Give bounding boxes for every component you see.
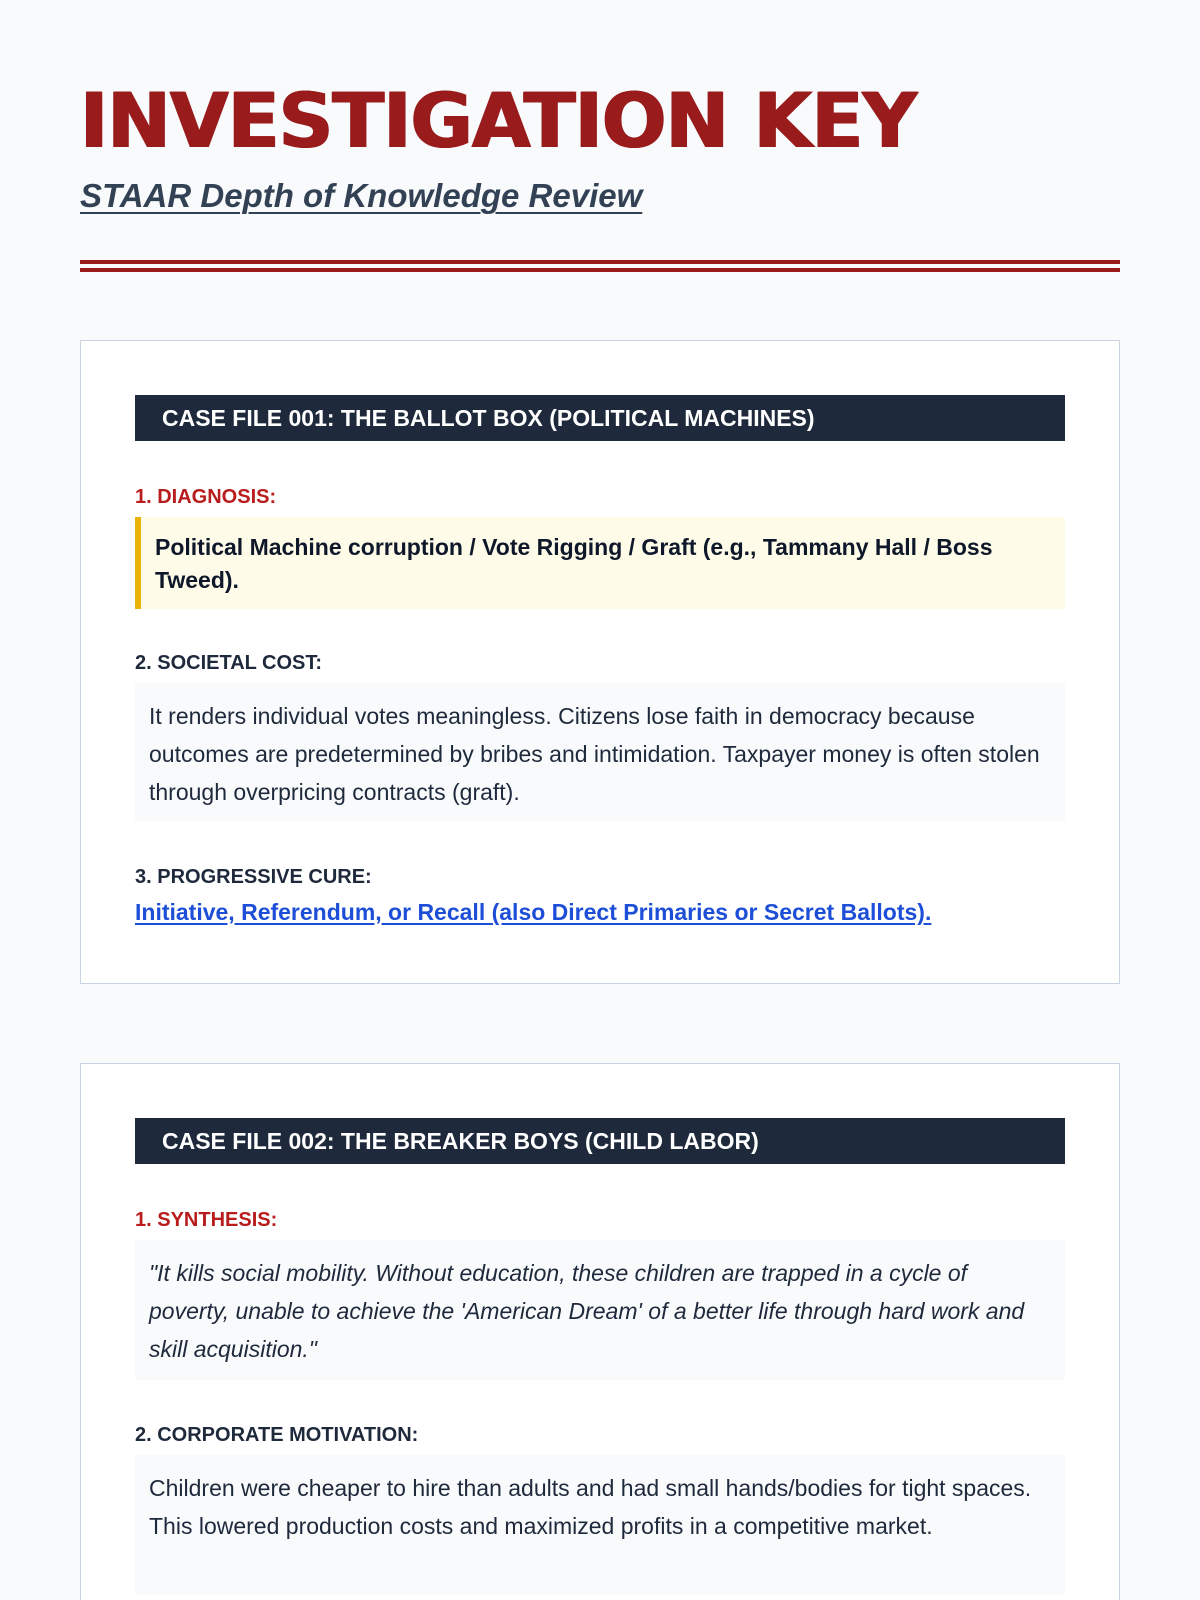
- title-divider-top: [80, 260, 1120, 264]
- societal-cost-label: 2. SOCIETAL COST:: [135, 652, 323, 674]
- corporate-motivation-answer: Children were cheaper to hire than adults and had small hands/bodies for tight spaces. This lowered production costs and maximized profits in a competitive market.: [135, 1455, 1065, 1595]
- case-file-002: [80, 1063, 1120, 1600]
- corporate-motivation-label: 2. CORPORATE MOTIVATION:: [135, 1424, 419, 1446]
- progressive-cure-link[interactable]: Initiative, Referendum, or Recall (also Direct Primaries or Secret Ballots).: [135, 899, 932, 925]
- page-subtitle: STAAR Depth of Knowledge Review: [80, 177, 643, 214]
- synthesis-label: 1. SYNTHESIS:: [135, 1209, 278, 1231]
- synthesis-answer: "It kills social mobility. Without education, these children are trapped in a cycle of poverty, unable to achieve the 'American Dream' of a better life through hard work and skill acquisition.": [135, 1240, 1065, 1380]
- societal-cost-answer: It renders individual votes meaningless. Citizens lose faith in democracy because outcomes are predetermined by bribes and intimidation. Taxpayer money is often stolen through overpricing contracts (graft).: [135, 683, 1065, 821]
- case-file-002-title: CASE FILE 002: THE BREAKER BOYS (CHILD LABOR): [135, 1118, 1065, 1164]
- title-divider-bottom: [80, 268, 1120, 272]
- diagnosis-label: 1. DIAGNOSIS:: [135, 486, 277, 508]
- case-file-001: [80, 340, 1120, 984]
- diagnosis-answer: Political Machine corruption / Vote Rigging / Graft (e.g., Tammany Hall / Boss Tweed).: [135, 517, 1065, 609]
- case-file-001-title: CASE FILE 001: THE BALLOT BOX (POLITICAL MACHINES): [135, 395, 1065, 441]
- progressive-cure-label: 3. PROGRESSIVE CURE:: [135, 866, 372, 888]
- page-title: INVESTIGATION KEY: [80, 76, 917, 165]
